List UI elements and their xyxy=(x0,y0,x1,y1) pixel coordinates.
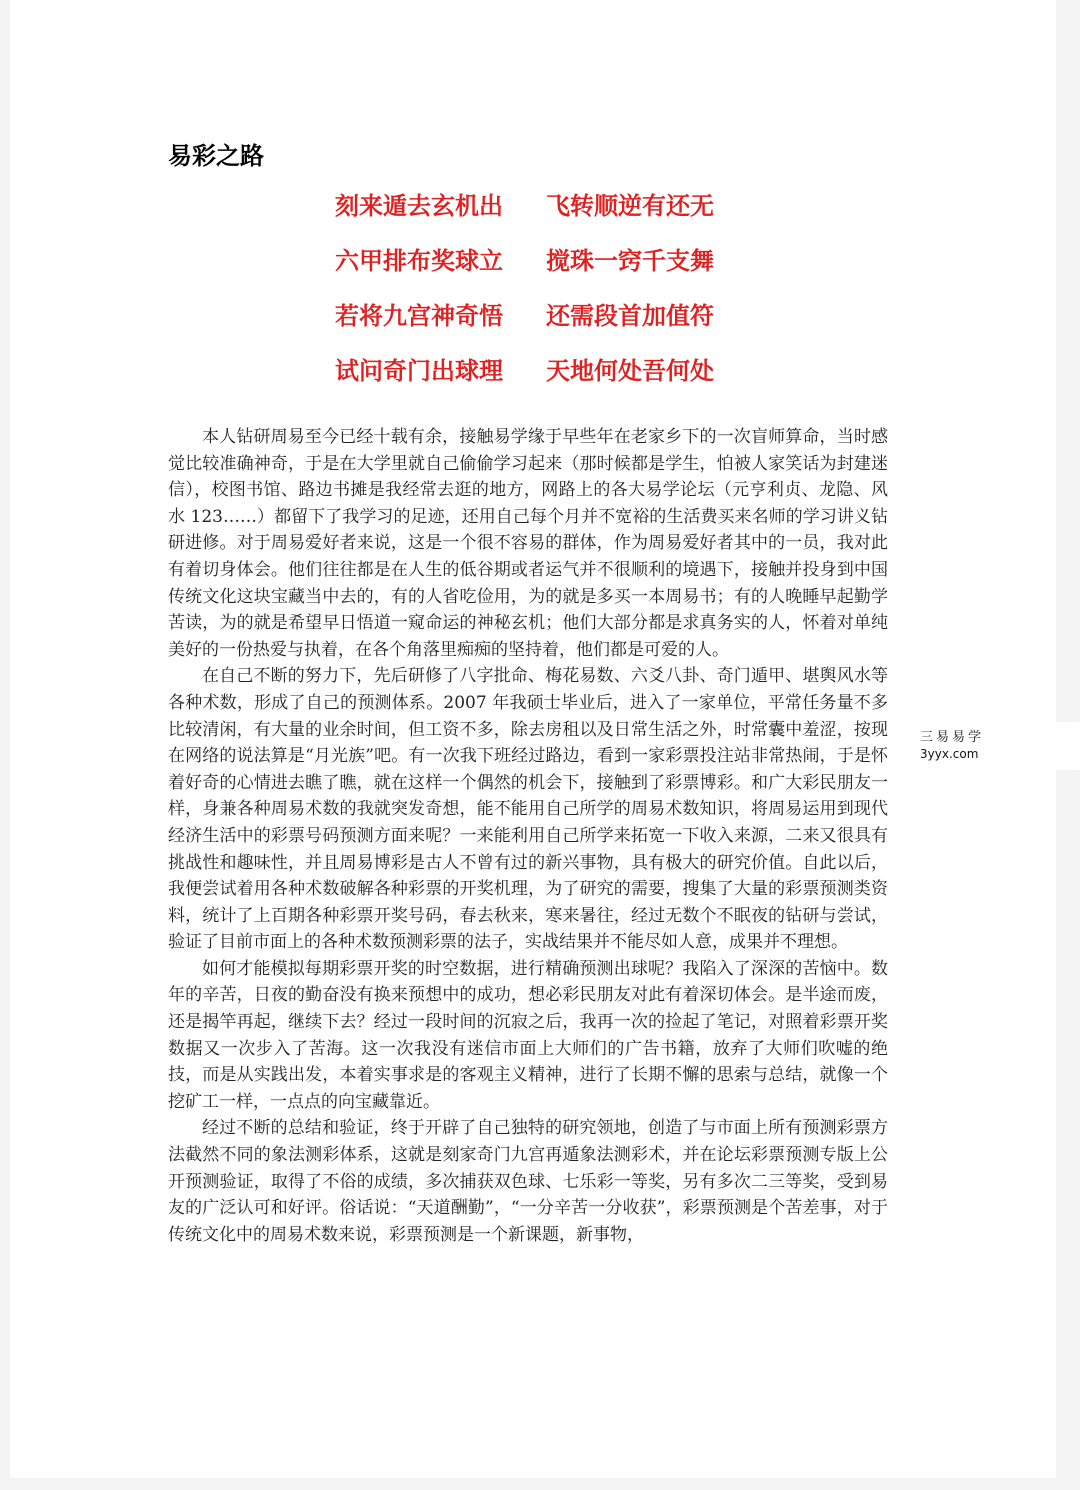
poem-verse: 若将九宫神奇悟 xyxy=(335,302,503,330)
paragraph: 经过不断的总结和验证，终于开辟了自己独特的研究领地，创造了与市面上所有预测彩票方法截然不同的象法测彩体系，这就是刻家奇门九宫再遁象法测彩术，并在论坛彩票预测专版上公开预测验证，取得了不俗的成绩，多次捕获双色球、七乐彩一等奖，另有多次二三等奖，受到易友的广泛认可和好评。俗话说：“天道酬勤”，“一分辛苦一分收获”，彩票预测是个苦差事，对于传统文化中的周易术数来说，彩票预测是一个新课题，新事物， xyxy=(168,1118,888,1245)
poem-verse: 飞转顺逆有还无 xyxy=(546,192,714,220)
paragraph: 如何才能模拟每期彩票开奖的时空数据，进行精确预测出球呢？我陷入了深深的苦恼中。数年的辛苦，日夜的勤奋没有换来预想中的成功，想必彩民朋友对此有着深切体会。是半途而废，还是揭竿再起，继续下去？经过一段时间的沉寂之后，我再一次的捡起了笔记，对照着彩票开奖数据又一次步入了苦海。这一次我没有迷信市面上大师们的广告书籍，放弃了大师们吹嘘的绝技，而是从实践出发，本着实事求是的客观主义精神，进行了长期不懈的思索与总结，就像一个挖矿工一样，一点点的向宝藏靠近。 xyxy=(168,958,888,1112)
document-title: 易彩之路 xyxy=(168,142,264,170)
poem xyxy=(335,186,755,406)
site-url: 3yyx.com xyxy=(920,747,979,761)
poem-verse: 刻来遁去玄机出 xyxy=(335,192,503,220)
poem-line xyxy=(335,186,755,241)
poem-verse: 试问奇门出球理 xyxy=(335,357,503,385)
poem-line xyxy=(335,351,755,406)
paragraph: 在自己不断的努力下，先后研修了八字批命、梅花易数、六爻八卦、奇门遁甲、堪舆风水等各种术数，形成了自己的预测体系。2007 年我硕士毕业后，进入了一家单位，平常任务量不多比较清闲，有大量的业余时间，但工资不多，除去房租以及日常生活之外，时常囊中羞涩，按现在网络的说法算是“月光族”吧。有一次我下班经过路边，看到一家彩票投注站非常热闹，于是怀着好奇的心情进去瞧了瞧，就在这样一个偶然的机会下，接触到了彩票博彩。和广大彩民朋友一样，身兼各种周易术数的我就突发奇想，能不能用自己所学的周易术数知识，将周易运用到现代经济生活中的彩票号码预测方面来呢？一来能利用自己所学来拓宽一下收入来源，二来又很具有挑战性和趣味性，并且周易博彩是古人不曾有过的新兴事物，具有极大的研究价值。自此以后，我便尝试着用各种术数破解各种彩票的开奖机理，为了研究的需要，搜集了大量的彩票预测类资料，统计了上百期各种彩票开奖号码，春去秋来，寒来暑往，经过无数个不眠夜的钻研与尝试，验证了目前市面上的各种术数预测彩票的法子，实战结果并不能尽如人意，成果并不理想。 xyxy=(168,666,888,953)
site-name: 三易易学 xyxy=(920,730,985,745)
paragraph: 本人钻研周易至今已经十载有余，接触易学缘于早些年在老家乡下的一次盲师算命，当时感觉比较准确神奇，于是在大学里就自己偷偷学习起来（那时候都是学生，怕被人家笑话为封建迷信），校图书馆、路边书摊是我经常去逛的地方，网路上的各大易学论坛（元亨利贞、龙隐、风水 123……）都留下了我学习的足迹，还用自己每个月并不宽裕的生活费买来名师的学习讲义钻研进修。对于周易爱好者来说，这是一个很不容易的群体，作为周易爱好者其中的一员，我对此有着切身体会。他们往往都是在人生的低谷期或者运气并不很顺利的境遇下，接触并投身到中国传统文化这块宝藏当中去的，有的人省吃俭用，为的就是多买一本周易书；有的人晚睡早起勤学苦读，为的就是希望早日悟道一窥命运的神秘玄机；他们大部分都是求真务实的人，怀着对单纯美好的一份热爱与执着，在各个角落里痴痴的坚持着，他们都是可爱的人。 xyxy=(168,427,888,660)
poem-line xyxy=(335,241,755,296)
site-watermark-tab[interactable] xyxy=(902,722,1080,770)
poem-line xyxy=(335,296,755,351)
poem-verse: 搅珠一窍千支舞 xyxy=(546,247,714,275)
poem-verse: 天地何处吾何处 xyxy=(546,357,714,385)
poem-verse: 六甲排布奖球立 xyxy=(335,247,503,275)
poem-verse: 还需段首加值符 xyxy=(546,302,714,330)
article-body xyxy=(168,424,888,1248)
